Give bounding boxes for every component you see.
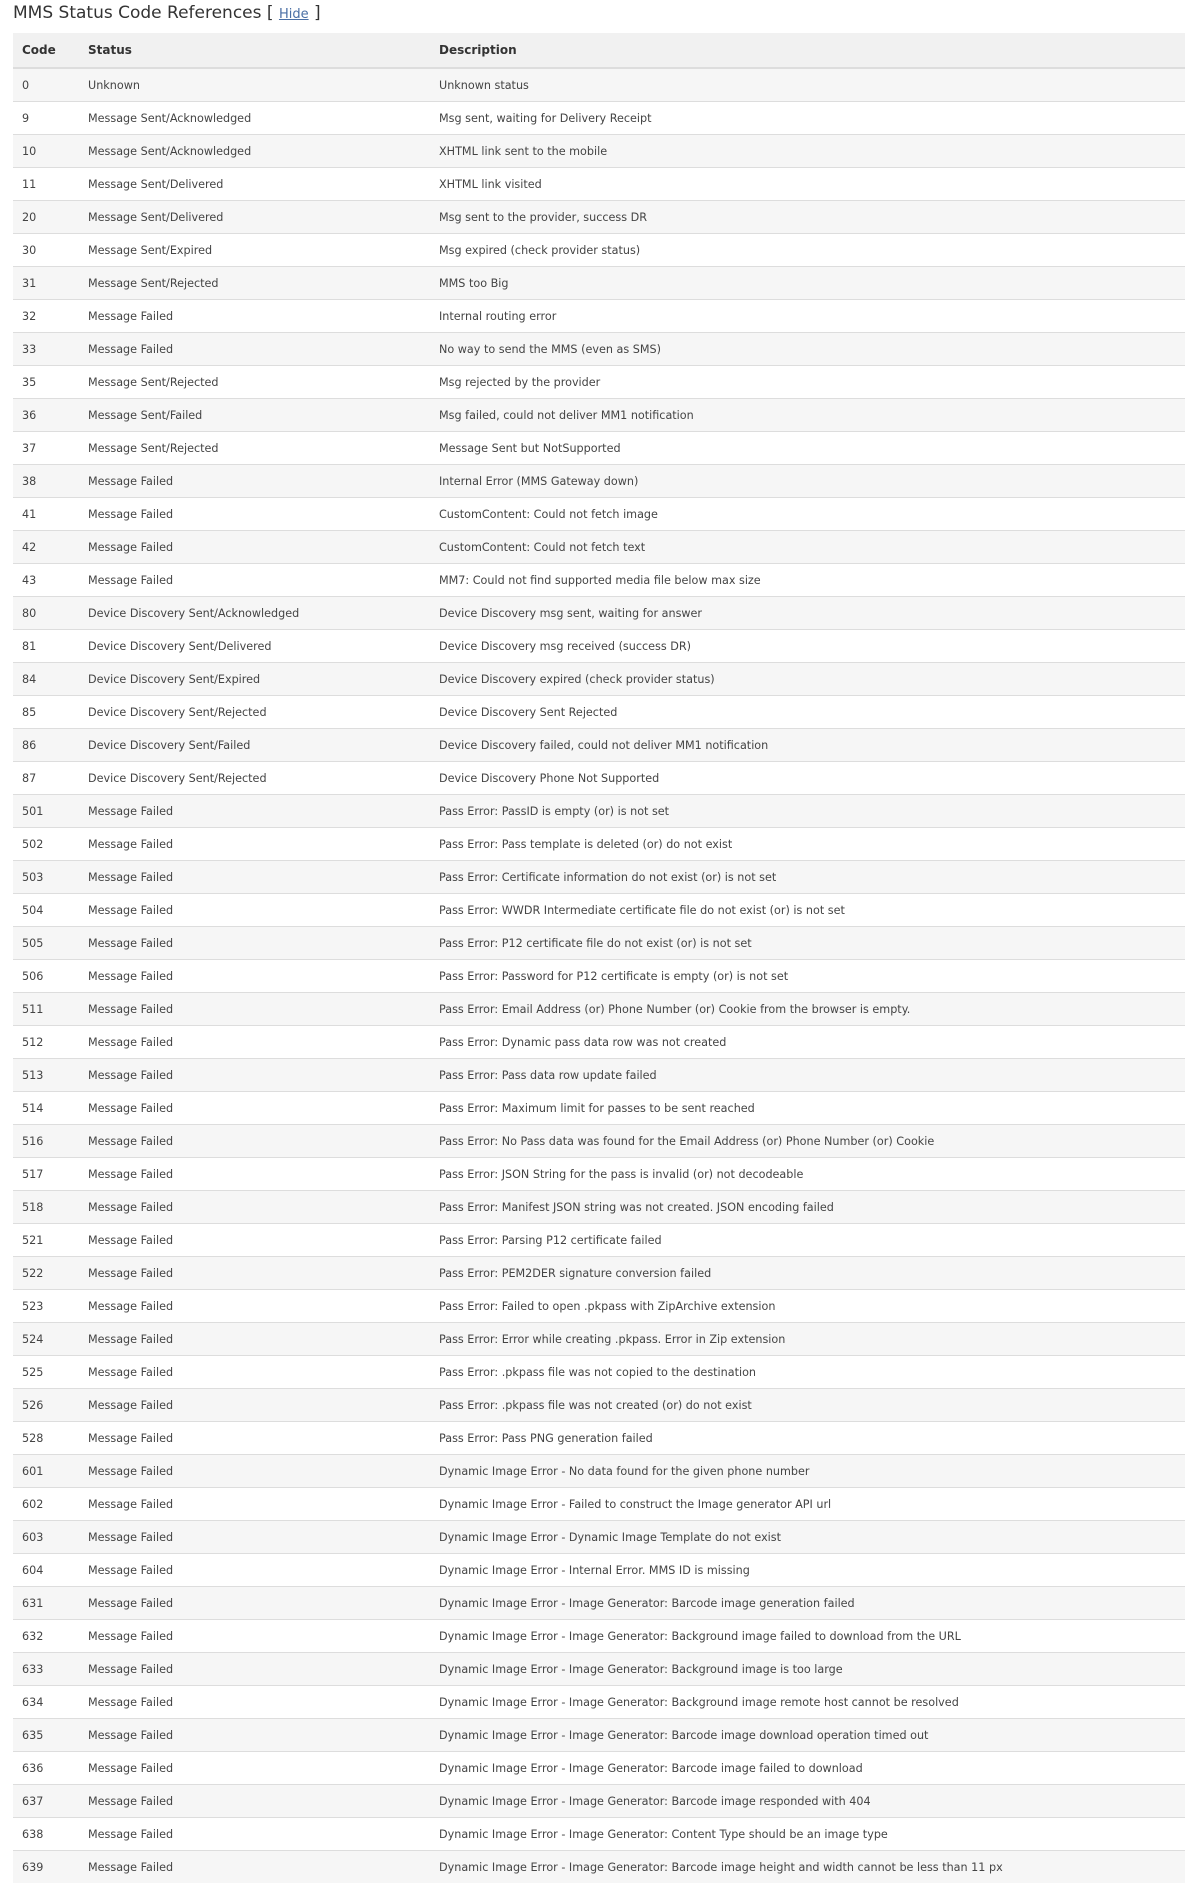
table-row (13, 234, 1185, 267)
table-row (13, 432, 1185, 465)
code-cell: 512 (13, 1026, 79, 1059)
code-cell: 11 (13, 168, 79, 201)
code-cell: 41 (13, 498, 79, 531)
table-row (13, 1059, 1185, 1092)
table-row (13, 1620, 1185, 1653)
code-cell: 639 (13, 1851, 79, 1884)
description-cell: Dynamic Image Error - Image Generator: Barcode image download operation timed out (430, 1719, 1185, 1752)
table-row (13, 1290, 1185, 1323)
status-cell: Message Failed (79, 1554, 430, 1587)
status-cell: Message Failed (79, 1092, 430, 1125)
status-cell: Message Failed (79, 1323, 430, 1356)
status-cell: Message Failed (79, 1620, 430, 1653)
code-cell: 525 (13, 1356, 79, 1389)
description-cell: Pass Error: Manifest JSON string was not created. JSON encoding failed (430, 1191, 1185, 1224)
code-cell: 517 (13, 1158, 79, 1191)
description-cell: Dynamic Image Error - Image Generator: Background image is too large (430, 1653, 1185, 1686)
bracket-open: [ (266, 3, 274, 23)
table-header (13, 33, 1185, 68)
description-cell: Device Discovery msg sent, waiting for answer (430, 597, 1185, 630)
table-row (13, 1092, 1185, 1125)
code-cell: 514 (13, 1092, 79, 1125)
status-cell: Message Sent/Failed (79, 399, 430, 432)
description-cell: Pass Error: Error while creating .pkpass. Error in Zip extension (430, 1323, 1185, 1356)
column-header-description: Description (430, 33, 1185, 68)
table-row (13, 630, 1185, 663)
description-cell: MM7: Could not find supported media file below max size (430, 564, 1185, 597)
table-row (13, 1158, 1185, 1191)
table-row (13, 1356, 1185, 1389)
table-row (13, 1752, 1185, 1785)
table-row (13, 1224, 1185, 1257)
code-cell: 513 (13, 1059, 79, 1092)
status-cell: Message Sent/Delivered (79, 201, 430, 234)
status-cell: Device Discovery Sent/Failed (79, 729, 430, 762)
description-cell: Pass Error: Password for P12 certificate is empty (or) is not set (430, 960, 1185, 993)
table-row (13, 135, 1185, 168)
code-cell: 502 (13, 828, 79, 861)
code-cell: 32 (13, 300, 79, 333)
status-cell: Message Failed (79, 894, 430, 927)
table-row (13, 300, 1185, 333)
table-row (13, 894, 1185, 927)
code-cell: 86 (13, 729, 79, 762)
description-cell: Pass Error: Email Address (or) Phone Number (or) Cookie from the browser is empty. (430, 993, 1185, 1026)
description-cell: MMS too Big (430, 267, 1185, 300)
table-row (13, 1818, 1185, 1851)
table-row (13, 267, 1185, 300)
column-header-code: Code (13, 33, 79, 68)
header-row (13, 33, 1185, 68)
status-cell: Message Failed (79, 1719, 430, 1752)
table-body (13, 68, 1185, 1883)
table-row (13, 993, 1185, 1026)
code-cell: 87 (13, 762, 79, 795)
description-cell: Device Discovery Sent Rejected (430, 696, 1185, 729)
table-row (13, 1851, 1185, 1884)
status-cell: Message Failed (79, 1422, 430, 1455)
status-cell: Message Failed (79, 1026, 430, 1059)
description-cell: Dynamic Image Error - No data found for the given phone number (430, 1455, 1185, 1488)
table-row (13, 465, 1185, 498)
code-cell: 43 (13, 564, 79, 597)
code-cell: 503 (13, 861, 79, 894)
description-cell: Device Discovery msg received (success DR) (430, 630, 1185, 663)
code-cell: 37 (13, 432, 79, 465)
code-cell: 31 (13, 267, 79, 300)
status-cell: Message Failed (79, 498, 430, 531)
status-cell: Message Failed (79, 531, 430, 564)
table-row (13, 1719, 1185, 1752)
code-cell: 631 (13, 1587, 79, 1620)
description-cell: Pass Error: Pass data row update failed (430, 1059, 1185, 1092)
status-cell: Message Sent/Rejected (79, 432, 430, 465)
code-cell: 33 (13, 333, 79, 366)
code-cell: 504 (13, 894, 79, 927)
status-cell: Message Failed (79, 828, 430, 861)
status-cell: Message Failed (79, 861, 430, 894)
status-cell: Message Failed (79, 1818, 430, 1851)
description-cell: Pass Error: .pkpass file was not created (or) do not exist (430, 1389, 1185, 1422)
description-cell: Dynamic Image Error - Image Generator: Barcode image generation failed (430, 1587, 1185, 1620)
code-cell: 10 (13, 135, 79, 168)
status-cell: Message Failed (79, 795, 430, 828)
description-cell: Device Discovery Phone Not Supported (430, 762, 1185, 795)
description-cell: Pass Error: Maximum limit for passes to be sent reached (430, 1092, 1185, 1125)
table-row (13, 1191, 1185, 1224)
code-cell: 505 (13, 927, 79, 960)
description-cell: Dynamic Image Error - Failed to construct the Image generator API url (430, 1488, 1185, 1521)
code-cell: 506 (13, 960, 79, 993)
code-cell: 634 (13, 1686, 79, 1719)
description-cell: Internal Error (MMS Gateway down) (430, 465, 1185, 498)
table-row (13, 828, 1185, 861)
code-cell: 521 (13, 1224, 79, 1257)
status-cell: Device Discovery Sent/Expired (79, 663, 430, 696)
description-cell: Dynamic Image Error - Image Generator: Barcode image failed to download (430, 1752, 1185, 1785)
status-cell: Message Failed (79, 1158, 430, 1191)
code-cell: 528 (13, 1422, 79, 1455)
table-row (13, 597, 1185, 630)
table-row (13, 102, 1185, 135)
description-cell: CustomContent: Could not fetch text (430, 531, 1185, 564)
code-cell: 523 (13, 1290, 79, 1323)
description-cell: Pass Error: WWDR Intermediate certificate file do not exist (or) is not set (430, 894, 1185, 927)
code-cell: 30 (13, 234, 79, 267)
status-cell: Message Failed (79, 1290, 430, 1323)
section-header (13, 0, 321, 26)
description-cell: No way to send the MMS (even as SMS) (430, 333, 1185, 366)
bracket-close: ] (314, 3, 321, 23)
status-cell: Message Failed (79, 960, 430, 993)
table-row (13, 498, 1185, 531)
description-cell: XHTML link visited (430, 168, 1185, 201)
table-row (13, 1554, 1185, 1587)
table-row (13, 1389, 1185, 1422)
description-cell: Pass Error: PEM2DER signature conversion failed (430, 1257, 1185, 1290)
description-cell: Dynamic Image Error - Image Generator: Barcode image height and width cannot be less than 11 px (430, 1851, 1185, 1884)
code-cell: 20 (13, 201, 79, 234)
code-cell: 80 (13, 597, 79, 630)
status-cell: Message Sent/Rejected (79, 366, 430, 399)
table-row (13, 1323, 1185, 1356)
code-cell: 501 (13, 795, 79, 828)
status-cell: Message Failed (79, 1521, 430, 1554)
status-cell: Message Failed (79, 927, 430, 960)
table-row (13, 531, 1185, 564)
code-cell: 81 (13, 630, 79, 663)
status-cell: Message Sent/Acknowledged (79, 102, 430, 135)
description-cell: Pass Error: Pass PNG generation failed (430, 1422, 1185, 1455)
status-cell: Message Failed (79, 1686, 430, 1719)
table-row (13, 1125, 1185, 1158)
table-row (13, 1686, 1185, 1719)
status-cell: Message Failed (79, 1059, 430, 1092)
description-cell: Unknown status (430, 68, 1185, 102)
description-cell: Msg sent, waiting for Delivery Receipt (430, 102, 1185, 135)
code-cell: 601 (13, 1455, 79, 1488)
table-row (13, 795, 1185, 828)
code-cell: 602 (13, 1488, 79, 1521)
code-cell: 604 (13, 1554, 79, 1587)
table-row (13, 366, 1185, 399)
description-cell: Dynamic Image Error - Internal Error. MMS ID is missing (430, 1554, 1185, 1587)
status-cell: Message Sent/Acknowledged (79, 135, 430, 168)
status-cell: Message Failed (79, 1224, 430, 1257)
description-cell: Dynamic Image Error - Image Generator: Background image remote host cannot be resolved (430, 1686, 1185, 1719)
table-row (13, 168, 1185, 201)
status-cell: Device Discovery Sent/Rejected (79, 696, 430, 729)
code-cell: 511 (13, 993, 79, 1026)
description-cell: Pass Error: PassID is empty (or) is not set (430, 795, 1185, 828)
table-row (13, 696, 1185, 729)
description-cell: Pass Error: .pkpass file was not copied to the destination (430, 1356, 1185, 1389)
status-cell: Message Sent/Rejected (79, 267, 430, 300)
description-cell: XHTML link sent to the mobile (430, 135, 1185, 168)
code-cell: 633 (13, 1653, 79, 1686)
table-row (13, 861, 1185, 894)
table-row (13, 68, 1185, 102)
table-row (13, 663, 1185, 696)
table-row (13, 1455, 1185, 1488)
hide-link[interactable]: Hide (278, 7, 309, 22)
description-cell: Dynamic Image Error - Image Generator: Barcode image responded with 404 (430, 1785, 1185, 1818)
code-cell: 42 (13, 531, 79, 564)
status-cell: Message Failed (79, 1752, 430, 1785)
table-row (13, 333, 1185, 366)
table-row (13, 1587, 1185, 1620)
code-cell: 524 (13, 1323, 79, 1356)
status-cell: Message Failed (79, 1488, 430, 1521)
description-cell: Device Discovery expired (check provider status) (430, 663, 1185, 696)
description-cell: Pass Error: Failed to open .pkpass with ZipArchive extension (430, 1290, 1185, 1323)
description-cell: Msg sent to the provider, success DR (430, 201, 1185, 234)
description-cell: Dynamic Image Error - Image Generator: Content Type should be an image type (430, 1818, 1185, 1851)
table-row (13, 1488, 1185, 1521)
table-row (13, 1785, 1185, 1818)
description-cell: Message Sent but NotSupported (430, 432, 1185, 465)
description-cell: CustomContent: Could not fetch image (430, 498, 1185, 531)
description-cell: Dynamic Image Error - Dynamic Image Template do not exist (430, 1521, 1185, 1554)
table-row (13, 564, 1185, 597)
status-cell: Message Failed (79, 1785, 430, 1818)
table-row (13, 762, 1185, 795)
table-row (13, 1257, 1185, 1290)
status-cell: Unknown (79, 68, 430, 102)
code-cell: 9 (13, 102, 79, 135)
code-cell: 638 (13, 1818, 79, 1851)
column-header-status: Status (79, 33, 430, 68)
description-cell: Internal routing error (430, 300, 1185, 333)
status-cell: Message Failed (79, 1653, 430, 1686)
code-cell: 637 (13, 1785, 79, 1818)
description-cell: Msg rejected by the provider (430, 366, 1185, 399)
code-cell: 632 (13, 1620, 79, 1653)
code-cell: 635 (13, 1719, 79, 1752)
description-cell: Pass Error: P12 certificate file do not exist (or) is not set (430, 927, 1185, 960)
code-cell: 0 (13, 68, 79, 102)
code-cell: 526 (13, 1389, 79, 1422)
status-cell: Device Discovery Sent/Rejected (79, 762, 430, 795)
status-cell: Device Discovery Sent/Delivered (79, 630, 430, 663)
code-cell: 518 (13, 1191, 79, 1224)
code-cell: 38 (13, 465, 79, 498)
status-cell: Message Failed (79, 300, 430, 333)
status-cell: Message Failed (79, 993, 430, 1026)
table-row (13, 1422, 1185, 1455)
description-cell: Dynamic Image Error - Image Generator: Background image failed to download from the URL (430, 1620, 1185, 1653)
description-cell: Pass Error: Certificate information do not exist (or) is not set (430, 861, 1185, 894)
status-cell: Message Failed (79, 1257, 430, 1290)
status-cell: Message Failed (79, 1125, 430, 1158)
description-cell: Device Discovery failed, could not deliver MM1 notification (430, 729, 1185, 762)
table-row (13, 1026, 1185, 1059)
table-row (13, 960, 1185, 993)
status-cell: Message Sent/Delivered (79, 168, 430, 201)
status-cell: Message Failed (79, 1587, 430, 1620)
status-cell: Message Failed (79, 1851, 430, 1884)
code-cell: 516 (13, 1125, 79, 1158)
description-cell: Pass Error: Pass template is deleted (or) do not exist (430, 828, 1185, 861)
status-cell: Message Failed (79, 1389, 430, 1422)
status-cell: Message Sent/Expired (79, 234, 430, 267)
description-cell: Pass Error: JSON String for the pass is invalid (or) not decodeable (430, 1158, 1185, 1191)
status-cell: Message Failed (79, 1356, 430, 1389)
description-cell: Msg failed, could not deliver MM1 notification (430, 399, 1185, 432)
status-cell: Device Discovery Sent/Acknowledged (79, 597, 430, 630)
status-cell: Message Failed (79, 1191, 430, 1224)
table-row (13, 1521, 1185, 1554)
status-code-table (13, 33, 1185, 1883)
status-cell: Message Failed (79, 465, 430, 498)
code-cell: 636 (13, 1752, 79, 1785)
code-cell: 85 (13, 696, 79, 729)
code-cell: 522 (13, 1257, 79, 1290)
code-cell: 84 (13, 663, 79, 696)
code-cell: 603 (13, 1521, 79, 1554)
table-row (13, 201, 1185, 234)
section-title: MMS Status Code References (13, 3, 262, 23)
status-cell: Message Failed (79, 564, 430, 597)
table-row (13, 399, 1185, 432)
table-row (13, 1653, 1185, 1686)
description-cell: Msg expired (check provider status) (430, 234, 1185, 267)
table-row (13, 927, 1185, 960)
table-row (13, 729, 1185, 762)
description-cell: Pass Error: Parsing P12 certificate failed (430, 1224, 1185, 1257)
description-cell: Pass Error: No Pass data was found for the Email Address (or) Phone Number (or) Cookie (430, 1125, 1185, 1158)
code-cell: 35 (13, 366, 79, 399)
status-cell: Message Failed (79, 1455, 430, 1488)
status-cell: Message Failed (79, 333, 430, 366)
description-cell: Pass Error: Dynamic pass data row was not created (430, 1026, 1185, 1059)
code-cell: 36 (13, 399, 79, 432)
